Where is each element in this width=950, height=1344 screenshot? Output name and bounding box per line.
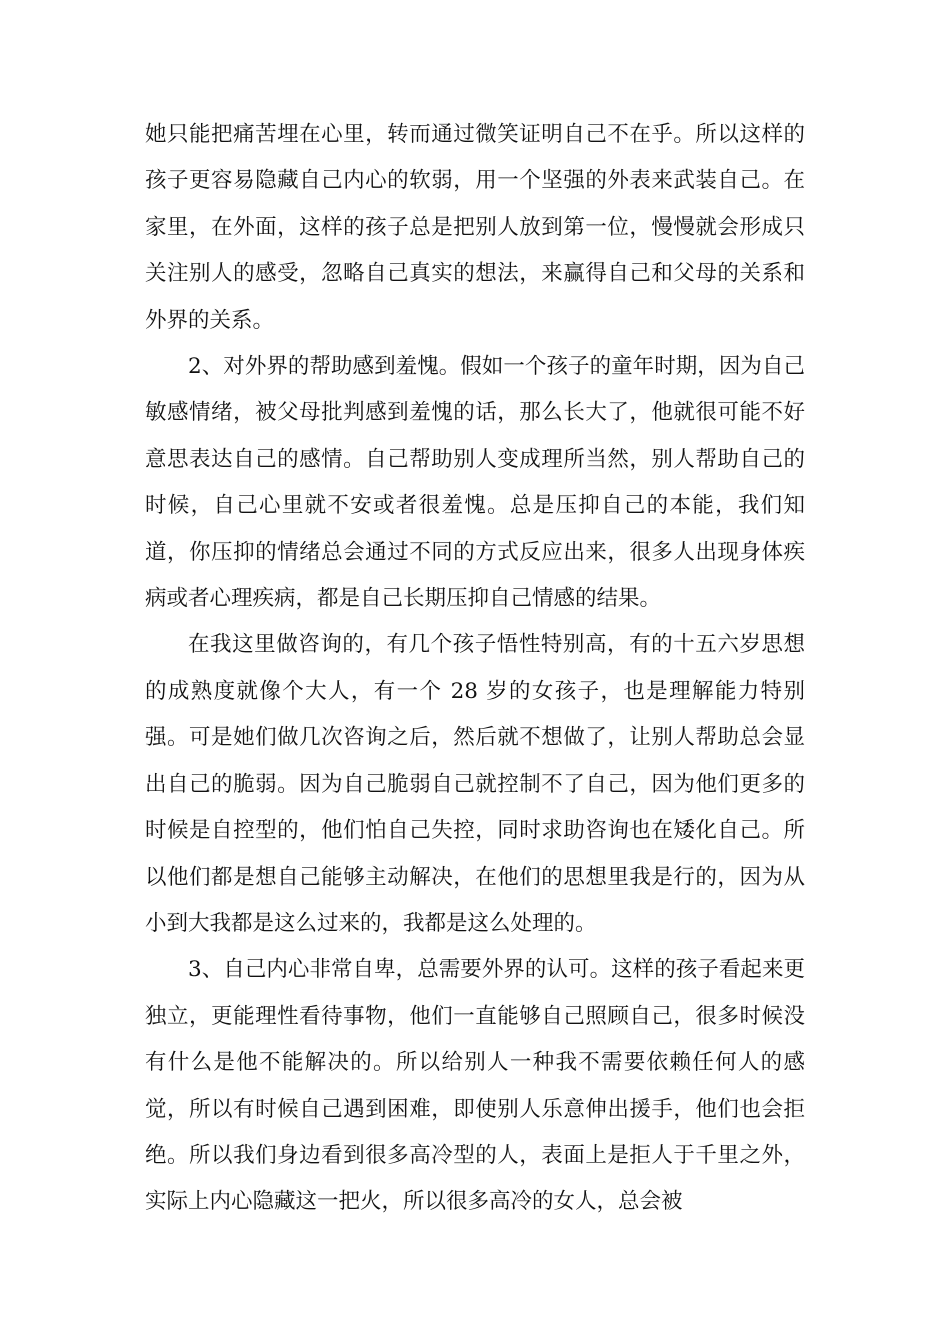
paragraph-point-3: 3、自己内心非常自卑，总需要外界的认可。这样的孩子看起来更独立，更能理性看待事物，他们一直能够自己照顾自己，很多时候没有什么是他不能解决的。所以给别人一种我不需要依赖任何人的感觉，所以有时候自己遇到困难，即使别人乐意伸出援手，他们也会拒绝。所以我们身边看到很多高冷型的人，表面上是拒人于千里之外，实际上内心隐藏这一把火，所以很多高冷的女人，总会被 bbox=[145, 957, 805, 1215]
paragraph-consultation: 在我这里做咨询的，有几个孩子悟性特别高，有的十五六岁思想的成熟度就像个大人，有一个 28 岁的女孩子，也是理解能力特别强。可是她们做几次咨询之后，然后就不想做了，让别人帮助总会显出自己的脆弱。因为自己脆弱自己就控制不了自己，因为他们更多的时候是自控型的，他们怕自己失控，同时求助咨询也在矮化自己。所以他们都是想自己能够主动解决，在他们的思想里我是行的，因为从小到大我都是这么过来的，我都是这么处理的。 bbox=[145, 632, 805, 936]
paragraph-continued: 她只能把痛苦埋在心里，转而通过微笑证明自己不在乎。所以这样的孩子更容易隐藏自己内心的软弱，用一个坚强的外表来武装自己。在家里，在外面，这样的孩子总是把别人放到第一位，慢慢就会形成只关注别人的感受，忽略自己真实的想法，来赢得自己和父母的关系和外界的关系。 bbox=[145, 122, 805, 333]
paragraph-point-2: 2、对外界的帮助感到羞愧。假如一个孩子的童年时期，因为自己敏感情绪，被父母批判感到羞愧的话，那么长大了，他就很可能不好意思表达自己的感情。自己帮助别人变成理所当然，别人帮助自己的时候，自己心里就不安或者很羞愧。总是压抑自己的本能，我们知道，你压抑的情绪总会通过不同的方式反应出来，很多人出现身体疾病或者心理疾病，都是自己长期压抑自己情感的结果。 bbox=[145, 354, 805, 612]
document-body bbox=[145, 112, 805, 1226]
